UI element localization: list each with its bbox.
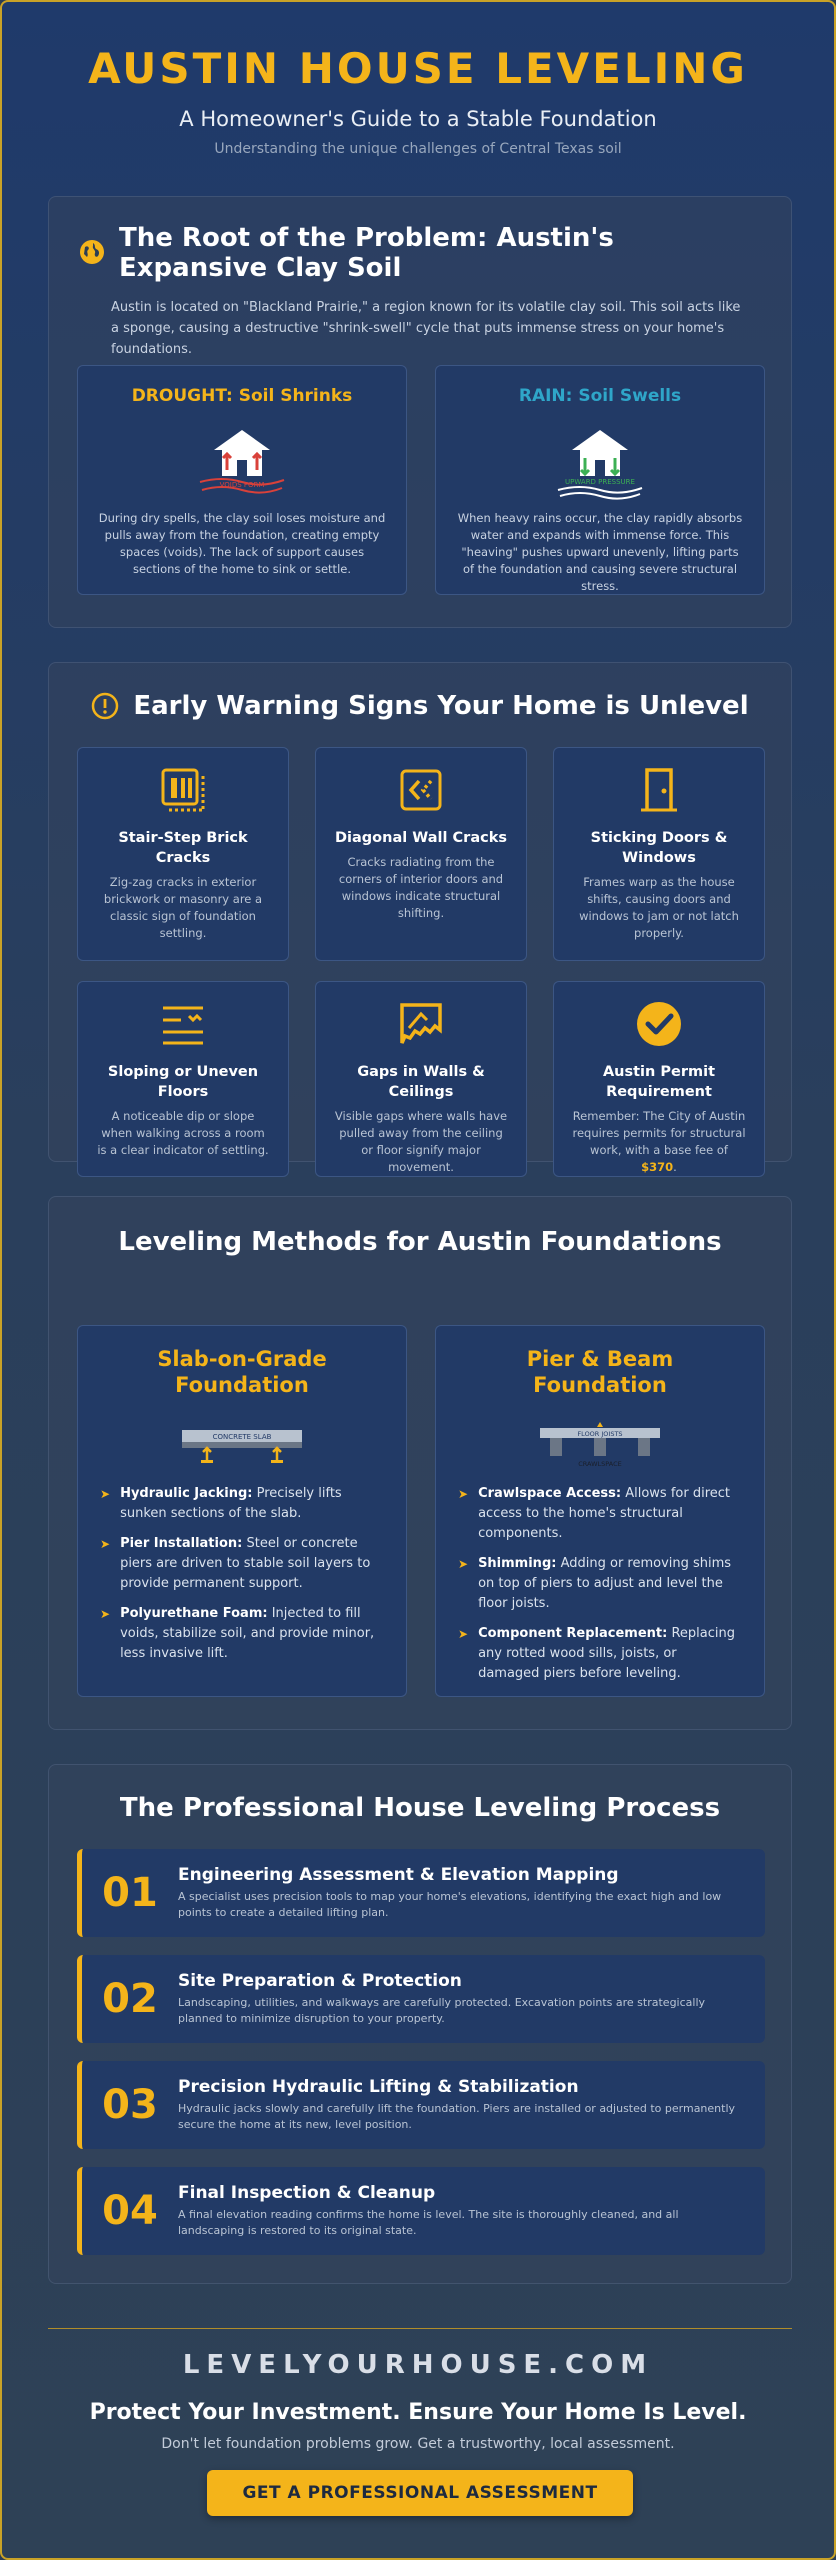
uneven-floor-icon	[159, 1000, 207, 1048]
step-text: A final elevation reading confirms the home is level. The site is thoroughly cleaned, and all landscaping is restored to its original state.	[178, 2208, 679, 2237]
warning-text: A noticeable dip or slope when walking across a room is a clear indicator of settling.	[97, 1109, 269, 1157]
method-item: ➤ Polyurethane Foam: Injected to fill voids, stabilize soil, and provide minor, less invasive lift.	[100, 1604, 380, 1664]
step-number: 04	[102, 2188, 158, 2234]
permit-fee: $370	[641, 1160, 674, 1174]
step-number: 03	[102, 2082, 158, 2128]
process-title: The Professional House Leveling Process	[119, 1793, 721, 1823]
warning-card-gaps	[315, 981, 527, 1177]
pier-method-list	[436, 1484, 764, 1684]
step-title: Final Inspection & Cleanup	[178, 2183, 436, 2203]
warning-text: Cracks radiating from the corners of interior doors and windows indicate structural shifting.	[338, 855, 504, 920]
warning-title: Diagonal Wall Cracks	[335, 830, 507, 846]
warning-card-permit	[553, 981, 765, 1177]
wall-crack-icon	[397, 766, 445, 814]
warning-text: Visible gaps where walls have pulled away from the ceiling or floor signify major movement.	[334, 1109, 508, 1174]
step-text: Hydraulic jacks slowly and carefully lift the foundation. Piers are installed or adjusted to permanently secure the home at its new, level position.	[178, 2102, 736, 2131]
warning-signs-section	[48, 662, 792, 1174]
clay-soil-heading	[79, 223, 769, 283]
step-title: Precision Hydraulic Lifting & Stabilization	[178, 2077, 579, 2097]
globe-icon	[79, 239, 105, 265]
warning-text: Frames warp as the house shifts, causing doors and windows to jam or not latch properly.	[579, 875, 739, 940]
ceiling-gap-icon	[397, 1000, 445, 1048]
page-header	[2, 2, 834, 172]
arrow-icon: ➤	[458, 1487, 469, 1501]
house-sinking-icon	[192, 424, 292, 500]
rain-text: When heavy rains occur, the clay rapidly absorbs water and expands with immense force. This "heaving" pushes upward unevenly, lifting parts of the foundation and causing severe structural stress.	[457, 511, 743, 593]
rain-title: RAIN: Soil Swells	[518, 386, 682, 406]
warning-title: Sloping or Uneven Floors	[107, 1064, 259, 1100]
step-number: 02	[102, 1976, 158, 2022]
footer-divider	[48, 2328, 792, 2329]
method-item: ➤ Component Replacement: Replacing any rotted wood sills, joists, or damaged piers before leveling.	[458, 1624, 738, 1684]
pier-beam-card	[435, 1325, 765, 1697]
pier-diagram-label: FLOOR JOISTS	[577, 1430, 623, 1438]
arrow-icon: ➤	[100, 1537, 111, 1551]
warning-signs-heading	[49, 691, 791, 721]
drought-title: DROUGHT: Soil Shrinks	[131, 386, 353, 406]
step-title: Engineering Assessment & Elevation Mapping	[178, 1865, 619, 1885]
methods-title: Leveling Methods for Austin Foundations	[118, 1227, 722, 1257]
slab-method-list	[78, 1484, 406, 1664]
warning-title: Gaps in Walls & Ceilings	[357, 1064, 485, 1100]
pier-beam-diagram	[535, 1420, 665, 1468]
warning-signs-title: Early Warning Signs Your Home is Unlevel	[133, 691, 749, 721]
drought-diagram-label: VOIDS FORM	[219, 481, 265, 489]
method-item: ➤ Pier Installation: Steel or concrete piers are driven to stable soil layers to provide permanent support.	[100, 1534, 380, 1594]
door-icon	[635, 766, 683, 814]
site-url: LEVELYOURHOUSE.COM	[182, 2350, 654, 2380]
step-text: A specialist uses precision tools to map your home's elevations, identifying the exact high and low points to create a detailed lifting plan.	[178, 1890, 722, 1919]
slab-title: Slab-on-Grade Foundation	[157, 1347, 327, 1397]
page-tagline: Understanding the unique challenges of Central Texas soil	[214, 141, 622, 157]
methods-section	[48, 1196, 792, 1730]
cta-headline: Protect Your Investment. Ensure Your Home Is Level.	[89, 2400, 747, 2425]
pier-diagram-sublabel: CRAWLSPACE	[578, 1460, 622, 1468]
clay-soil-section	[48, 196, 792, 628]
drought-card	[77, 365, 407, 595]
process-section	[48, 1764, 792, 2284]
slab-diagram-label: CONCRETE SLAB	[212, 1433, 272, 1441]
method-item: ➤ Crawlspace Access: Allows for direct access to the home's structural components.	[458, 1484, 738, 1544]
warning-signs-grid	[77, 747, 765, 1177]
house-heaving-icon	[550, 424, 650, 500]
rain-card	[435, 365, 765, 595]
process-step-3	[77, 2061, 765, 2149]
warning-card-brick-cracks	[77, 747, 289, 961]
process-step-4	[77, 2167, 765, 2255]
warning-card-sticking-doors	[553, 747, 765, 961]
brick-crack-icon	[159, 766, 207, 814]
warning-title: Stair-Step Brick Cracks	[118, 830, 248, 866]
slab-card	[77, 1325, 407, 1697]
warning-text: Zig-zag cracks in exterior brickwork or masonry are a classic sign of foundation settling.	[103, 875, 263, 940]
step-text: Landscaping, utilities, and walkways are carefully protected. Excavation points are strategically planned to minimize disruption to your property.	[178, 1996, 706, 2025]
arrow-icon: ➤	[458, 1627, 469, 1641]
arrow-icon: ➤	[100, 1487, 111, 1501]
warning-text: Remember: The City of Austin requires permits for structural work, with a base fee of $370.	[572, 1109, 746, 1174]
method-item: ➤ Shimming: Adding or removing shims on top of piers to adjust and level the floor joists.	[458, 1554, 738, 1614]
arrow-icon: ➤	[458, 1557, 469, 1571]
arrow-icon: ➤	[100, 1607, 111, 1621]
concrete-slab-diagram	[177, 1420, 307, 1468]
warning-title: Sticking Doors & Windows	[590, 830, 728, 866]
get-assessment-button[interactable]: GET A PROFESSIONAL ASSESSMENT	[207, 2470, 633, 2516]
page-title: AUSTIN HOUSE LEVELING	[88, 44, 748, 93]
process-step-2	[77, 1955, 765, 2043]
warning-title: Austin Permit Requirement	[602, 1064, 716, 1100]
process-step-1	[77, 1849, 765, 1937]
rain-diagram-label: UPWARD PRESSURE	[565, 478, 635, 486]
cta-subline: Don't let foundation problems grow. Get a trustworthy, local assessment.	[161, 2436, 675, 2452]
warning-card-uneven-floors	[77, 981, 289, 1177]
step-number: 01	[102, 1870, 158, 1916]
drought-text: During dry spells, the clay soil loses moisture and pulls away from the foundation, creating empty spaces (voids). The lack of support causes sections of the home to sink or settle.	[98, 511, 386, 576]
warning-card-wall-cracks	[315, 747, 527, 961]
method-item: ➤ Hydraulic Jacking: Precisely lifts sunken sections of the slab.	[100, 1484, 380, 1524]
pier-beam-title: Pier & Beam Foundation	[526, 1347, 674, 1397]
clay-soil-intro: Austin is located on "Blackland Prairie," a region known for its volatile clay soil. This soil acts like a sponge, causing a destructive "shrink-swell" cycle that puts immense stress on your home's foundations.	[111, 300, 741, 357]
step-title: Site Preparation & Protection	[178, 1971, 462, 1991]
clay-soil-title: The Root of the Problem: Austin's Expansive Clay Soil	[119, 223, 614, 283]
check-circle-icon	[635, 1000, 683, 1048]
alert-circle-icon	[91, 692, 119, 720]
page-subtitle: A Homeowner's Guide to a Stable Foundation	[179, 107, 657, 131]
